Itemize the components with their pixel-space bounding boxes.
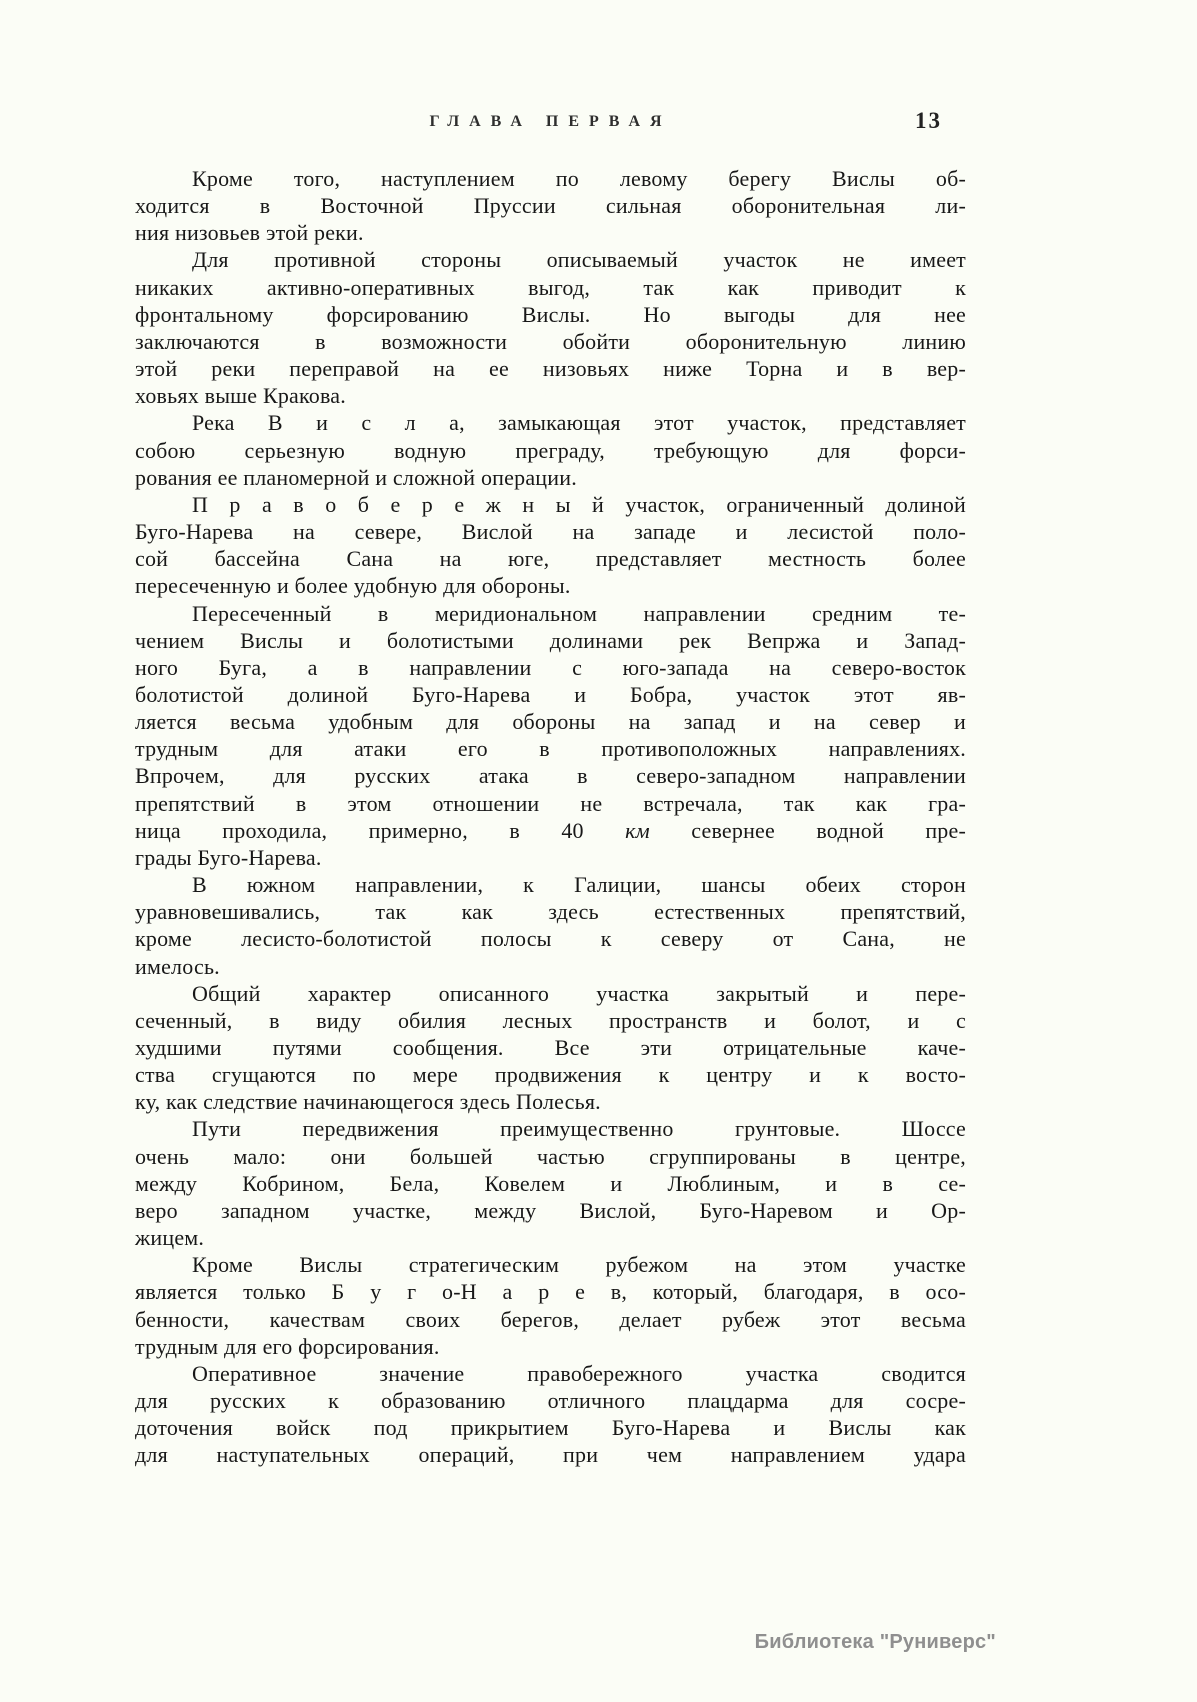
text-line: ховьях выше Кракова. xyxy=(135,383,346,409)
text-line: кроме лесисто-болотистой полосы к северу от Сана, не xyxy=(135,926,966,952)
text-line: является только Б у г о-Н а р е в, который, благодаря, в осо- xyxy=(135,1279,966,1305)
text-line: Пересеченный в меридиональном направлении средним те- xyxy=(192,600,966,626)
text-line: имелось. xyxy=(135,953,220,979)
paragraph xyxy=(135,980,966,1116)
paragraph xyxy=(135,1115,966,1251)
text-line: В южном направлении, к Галиции, шансы обеих сторон xyxy=(192,872,966,898)
text-line: худшими путями сообщения. Все эти отрицательные каче- xyxy=(135,1035,966,1060)
text-line: Река В и с л а, замыкающая этот участок, представляет xyxy=(192,410,966,436)
text-line: фронтальному форсированию Вислы. Но выгоды для нее xyxy=(135,301,966,327)
text-line: ного Буга, а в направлении с юго-запада на северо-восток xyxy=(135,654,966,680)
text-line: бенности, качествам своих берегов, делает рубеж этот весьма xyxy=(135,1306,966,1332)
text-line: никаких активно-оперативных выгод, так как приводит к xyxy=(135,274,966,300)
text-line: ляется весьма удобным для обороны на запад и на север и xyxy=(135,709,966,735)
text-line: заключаются в возможности обойти оборонительную линию xyxy=(135,328,966,354)
paragraph xyxy=(135,1251,966,1360)
text-line: трудным для его форсирования. xyxy=(135,1333,440,1359)
text-line: Пути передвижения преимущественно грунтовые. Шоссе xyxy=(192,1116,966,1142)
library-watermark: Библиотека "Руниверс" xyxy=(754,1631,996,1653)
text-line: Кроме Вислы стратегическим рубежом на этом участке xyxy=(192,1252,966,1278)
italic-text-segment: км xyxy=(625,817,650,843)
text-line: очень мало: они большей частью сгруппированы в центре, xyxy=(135,1143,966,1169)
text-line: жицем. xyxy=(135,1225,205,1251)
text-line: Кроме того, наступлением по левому берегу Вислы об- xyxy=(192,166,966,191)
paragraph xyxy=(135,165,966,246)
text-line: уравновешивались, так как здесь естественных препятствий, xyxy=(135,899,966,925)
text-line: веро западном участке, между Вислой, Буго-Наревом и Ор- xyxy=(135,1197,966,1223)
page-body xyxy=(135,165,966,1469)
text-line: этой реки переправой на ее низовьях ниже Торна и в вер- xyxy=(135,356,966,382)
text-segment: севернее водной пре- xyxy=(649,817,966,843)
text-line: Для противной стороны описываемый участок не имеет xyxy=(192,247,966,273)
text-line: сеченный, в виду обилия лесных пространств и болот, и с xyxy=(135,1007,966,1033)
text-line: собою серьезную водную преграду, требующую для форси- xyxy=(135,437,966,463)
text-line: Оперативное значение правобережного участка сводится xyxy=(192,1360,966,1386)
text-line: рования ее планомерной и сложной операции. xyxy=(135,464,577,490)
text-line: доточения войск под прикрытием Буго-Нарева и Вислы как xyxy=(135,1415,966,1441)
text-line: чением Вислы и болотистыми долинами рек Вепржа и Запад- xyxy=(135,627,966,653)
text-line: препятствий в этом отношении не встречала, так как гра- xyxy=(135,790,966,816)
text-line: Буго-Нарева на севере, Вислой на западе и лесистой поло- xyxy=(135,519,966,545)
text-line: между Кобрином, Бела, Ковелем и Люблиным, и в се- xyxy=(135,1170,966,1196)
page-header xyxy=(135,110,966,140)
text-line: П р а в о б е р е ж н ы й участок, ограниченный долиной xyxy=(192,491,966,517)
chapter-heading: ГЛАВА ПЕРВАЯ xyxy=(429,113,672,130)
text-line: для русских к образованию отличного плацдарма для сосре- xyxy=(135,1388,966,1414)
paragraph xyxy=(135,1360,966,1469)
text-line: болотистой долиной Буго-Нарева и Бобра, участок этот яв- xyxy=(135,681,966,707)
text-line xyxy=(135,817,966,844)
text-line: трудным для атаки его в противоположных направлениях. xyxy=(135,736,966,762)
text-line: пересеченную и более удобную для обороны. xyxy=(135,573,571,599)
text-line: ния низовьев этой реки. xyxy=(135,220,364,246)
text-line: ства сгущаются по мере продвижения к центру и к восто- xyxy=(135,1062,966,1088)
text-line: грады Буго-Нарева. xyxy=(135,844,322,870)
text-line: ку, как следствие начинающегося здесь Полесья. xyxy=(135,1089,601,1115)
paragraph xyxy=(135,246,966,409)
text-line: Общий характер описанного участка закрытый и пере- xyxy=(192,980,966,1006)
paragraph xyxy=(135,600,966,872)
text-line: сой бассейна Сана на юге, представляет местность более xyxy=(135,546,966,572)
paragraph xyxy=(135,871,966,980)
text-line: для наступательных операций, при чем направлением удара xyxy=(135,1442,966,1468)
text-segment: ница проходила, примерно, в 40 xyxy=(135,817,626,843)
paragraph xyxy=(135,491,966,600)
page-number: 13 xyxy=(915,108,942,133)
text-line: Впрочем, для русских атака в северо-западном направлении xyxy=(135,763,966,789)
paragraph xyxy=(135,409,966,490)
text-line: ходится в Восточной Пруссии сильная оборонительная ли- xyxy=(135,193,966,219)
